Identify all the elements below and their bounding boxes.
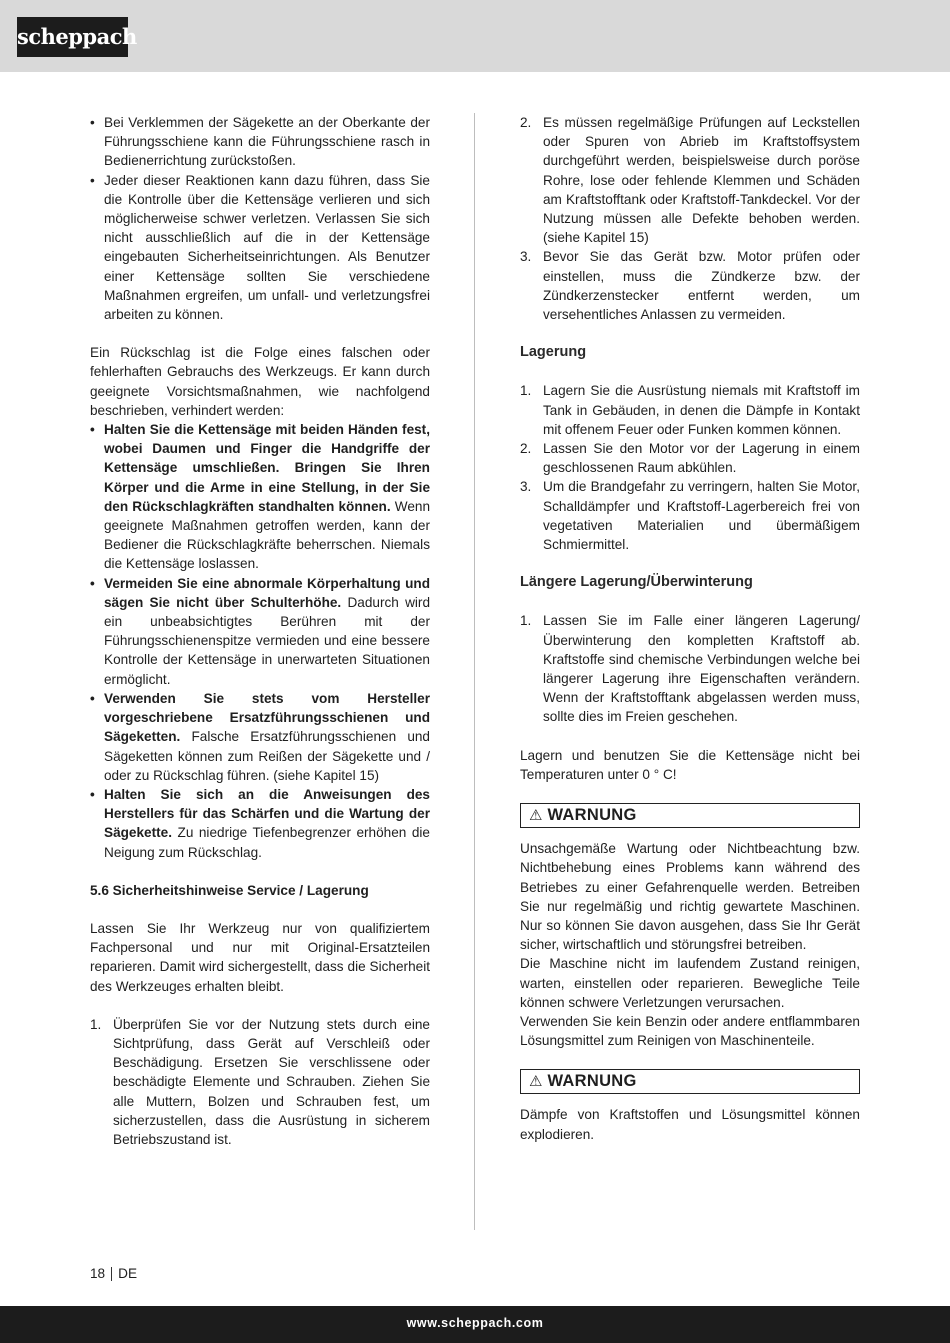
warning-label: WARNUNG: [547, 1072, 637, 1091]
brand-logo: scheppach: [17, 17, 128, 57]
service-list-continued: [520, 113, 860, 324]
storage-list: [520, 381, 860, 554]
long-storage-heading: Längere Lagerung/Überwinterung: [520, 574, 753, 591]
kickback-bullets: [90, 113, 430, 324]
list-number: 3.: [520, 479, 532, 495]
list-number: 3.: [520, 249, 532, 265]
list-item: [520, 439, 860, 477]
list-item: [520, 611, 860, 726]
list-number: 1.: [520, 383, 532, 399]
warning-box: [520, 803, 860, 828]
list-item: • Halten Sie sich an die Anweisungen des Herstellers für das Schärfen und die Wartung der Sägekette. Zu niedrige Tiefenbegrenzer erhöhen die Neigung zum Rückschlag.: [90, 786, 430, 860]
list-item: • Verwenden Sie stets vom Hersteller vorgeschriebene Ersatzführungsschienen und Sägeketten. Falsche Ersatzführungsschienen und Sägeketten können zum Reißen der Sägekette und / oder zu Rückschlag führen. (siehe Kapitel 15): [90, 690, 430, 783]
list-item: • Vermeiden Sie eine abnormale Körperhaltung und sägen Sie nicht über Schulterhöhe. Dadurch wird ein unbeabsichtigtes Berühren mit der Führungsschienenspitze vermieden und eine bessere Kontrolle der Kettensäge in unerwarteten Situationen ermöglicht.: [90, 575, 430, 687]
page-number: [90, 1266, 137, 1281]
list-item: • Bei Verklemmen der Sägekette an der Oberkante der Führungsschiene kann die Führungsschiene rasch in Bedienerrichtung zurückstoßen.: [90, 115, 430, 169]
website-link[interactable]: www.scheppach.com: [406, 1316, 544, 1330]
list-item-text: Überprüfen Sie vor der Nutzung stets durch eine Sichtprüfung, dass Gerät auf Verschleiß oder Beschädigung. Ersetzen Sie verschlissene oder beschädigte Elemente und Schrauben. Ziehen Sie alle Muttern, Bolzen und Schrauben fest, um sicherzustellen, dass die Ausrüstung in sicherem Betriebszustand ist.: [113, 1016, 430, 1147]
list-item: [520, 477, 860, 554]
list-item: [520, 113, 860, 247]
precaution-bullets: [90, 420, 430, 862]
warning-paragraph: Die Maschine nicht im laufendem Zustand reinigen, warten, einstellen oder reparieren. Bewegliche Teile können schwere Verletzungen verursachen.: [520, 956, 860, 1010]
list-number: 2.: [520, 115, 532, 130]
list-item-text: Lagern Sie die Ausrüstung niemals mit Kraftstoff im Tank in Gebäuden, in denen die Dämpfe in Kontakt mit offenem Feuer oder Funken kommen können.: [543, 383, 860, 437]
left-column: [90, 113, 430, 1149]
list-number: 2.: [520, 441, 532, 457]
list-item: • Jeder dieser Reaktionen kann dazu führen, dass Sie die Kontrolle über die Kettensäge verlieren und sich möglicherweise schwer verletzen. Verlassen Sie sich nicht ausschließlich auf die in der Kettensäge eingebauten Sicherheitseinrichtungen. Als Benutzer einer Kettensäge sollten Sie verschiedene Maßnahmen ergreifen, um unfall- und verletzungsfrei arbeiten zu können.: [90, 172, 430, 323]
long-storage-list: [520, 611, 860, 726]
warning-box: [520, 1069, 860, 1094]
warning-triangle-icon: ⚠: [529, 1073, 543, 1091]
bold-text: Verwenden Sie stets vom Hersteller vorgeschriebene Ersatzführungsschienen und Sägeketten.: [104, 690, 430, 745]
normal-text: Falsche Ersatzführungsschienen und Sägeketten können zum Reißen der Sägekette und / oder zu Rückschlag führen. (siehe Kapitel 15): [104, 729, 430, 783]
service-paragraph: Lassen Sie Ihr Werkzeug nur von qualifiziertem Fachpersonal und nur mit Original-Ersatzteilen reparieren. Damit wird sichergestellt, dass die Sicherheit des Werkzeuges erhalten bleibt.: [90, 920, 430, 994]
list-item-text: Jeder dieser Reaktionen kann dazu führen, dass Sie die Kontrolle über die Kettensäge verlieren und sich möglicherweise schwer verletzen. Verlassen Sie sich nicht ausschließlich auf die in der Kettensäge eingebauten Sicherheitseinrichtungen. Als Benutzer einer Kettensäge sollten Sie verschiedene Maßnahmen ergreifen, um unfall- und verletzungsfrei arbeiten zu können.: [104, 172, 430, 323]
warning-paragraph: Dämpfe von Kraftstoffen und Lösungsmittel können explodieren.: [520, 1107, 860, 1142]
storage-heading: Lagerung: [520, 344, 587, 361]
page-footer: [0, 1306, 950, 1343]
warning-paragraph: Verwenden Sie kein Benzin oder andere entflammbaren Lösungsmittel zum Reinigen von Maschinenteile.: [520, 1013, 860, 1049]
warning-paragraph: Unsachgemäße Wartung oder Nichtbeachtung bzw. Nichtbehebung eines Problems kann während des Betriebes zu einer Gefahrenquelle werden. Betreiben Sie nur regelmäßig und richtig gewartete Maschinen. Nur so können Sie davon ausgehen, dass Sie Ihr Gerät sicher, wirtschaftlich und störungsfrei betreiben.: [520, 841, 860, 953]
warning-triangle-icon: ⚠: [529, 807, 543, 825]
page-number-value: 18: [90, 1266, 106, 1281]
list-item-text: Lassen Sie im Falle einer längeren Lagerung/ Überwinterung den kompletten Kraftstoff ab. Kraftstoffe sind chemische Verbindungen welche bei längerer Lagerung ihre Eigenschaften verändern. Wenn der Kraftstofftank abgelassen werden muss, sollte dies im Freien geschehen.: [543, 613, 860, 725]
list-item-text: Bei Verklemmen der Sägekette an der Oberkante der Führungsschiene kann die Führungsschiene rasch in Bedienerrichtung zurückstoßen.: [104, 115, 430, 169]
list-item: • Halten Sie die Kettensäge mit beiden Händen fest, wobei Daumen und Finger die Handgriffe der Kettensäge umschließen. Bringen Sie Ihren Körper und die Arme in eine Stellung, in der Sie den Rückschlagkräften standhalten können. Wenn geeignete Maßnahmen getroffen werden, kann der Bediener die Rückschlagkräfte beherrschen. Niemals die Kettensäge loslassen.: [90, 422, 431, 572]
normal-text: Dadurch wird ein unbeabsichtigtes Berühren mit der Führungsschienenspitze vermieden und eine bessere Kontrolle der Kettensäge in unerwarteten Situationen ermöglicht.: [104, 594, 430, 687]
right-column: [520, 113, 860, 1144]
temperature-note: Lagern und benutzen Sie die Kettensäge nicht bei Temperaturen unter 0 ° C!: [520, 747, 860, 782]
list-item-text: Lassen Sie den Motor vor der Lagerung in einem geschlossenen Raum abkühlen.: [543, 441, 860, 476]
column-divider: [474, 113, 475, 1230]
page-header: [0, 0, 950, 72]
section-heading: 5.6 Sicherheitshinweise Service / Lagerung: [90, 882, 369, 898]
list-item: [520, 381, 860, 439]
list-item: [520, 247, 860, 324]
page-number-separator: [111, 1267, 112, 1281]
bold-text: Halten Sie sich an die Anweisungen des Herstellers für das Schärfen und die Wartung der Sägekette.: [104, 786, 430, 841]
normal-text: Wenn geeignete Maßnahmen getroffen werden, kann der Bediener die Rückschlagkräfte beherrschen. Niemals die Kettensäge loslassen.: [104, 498, 431, 572]
list-number: 1.: [520, 613, 532, 629]
bold-text: Vermeiden Sie eine abnormale Körperhaltung und sägen Sie nicht über Schulterhöhe.: [104, 575, 430, 610]
kickback-intro: Ein Rückschlag ist die Folge eines falschen oder fehlerhaften Gebrauchs des Werkzeugs. Er kann durch geeignete Vorsichtsmaßnahmen, wie nachfolgend beschrieben, verhindert werden:: [90, 345, 430, 418]
service-list: [90, 1015, 430, 1149]
list-number: 1.: [90, 1016, 102, 1032]
list-item: [90, 1015, 430, 1149]
list-item-text: Um die Brandgefahr zu verringern, halten Sie Motor, Schalldämpfer und Kraftstoff-Lagerbereich frei von vegetativen Materialien und übermäßigem Schmiermittel.: [543, 479, 860, 553]
list-item-text: Bevor Sie das Gerät bzw. Motor prüfen oder einstellen, muss die Zündkerze bzw. der Zündkerzenstecker entfernt werden, um versehentliches Anlassen zu vermeiden.: [543, 249, 860, 323]
normal-text: Zu niedrige Tiefenbegrenzer erhöhen die Neigung zum Rückschlag.: [104, 825, 430, 860]
language-code: DE: [118, 1266, 138, 1281]
bold-text: Halten Sie die Kettensäge mit beiden Händen fest, wobei Daumen und Finger die Handgriffe der Kettensäge umschließen. Bringen Sie Ihren Körper und die Arme in eine Stellung, in der Sie den Rückschlagkräften standhalten können.: [104, 422, 430, 514]
warning-label: WARNUNG: [547, 805, 637, 824]
list-item-text: Es müssen regelmäßige Prüfungen auf Leckstellen oder Spuren von Abrieb im Kraftstoffsystem durchgeführt werden, beispielsweise durch poröse Rohre, lose oder fehlende Klemmen und Schäden am Kraftstofftank oder Kraftstoff-Tankdeckel. Vor der Nutzung müssen alle Defekte behoben werden. (siehe Kapitel 15): [543, 115, 860, 246]
